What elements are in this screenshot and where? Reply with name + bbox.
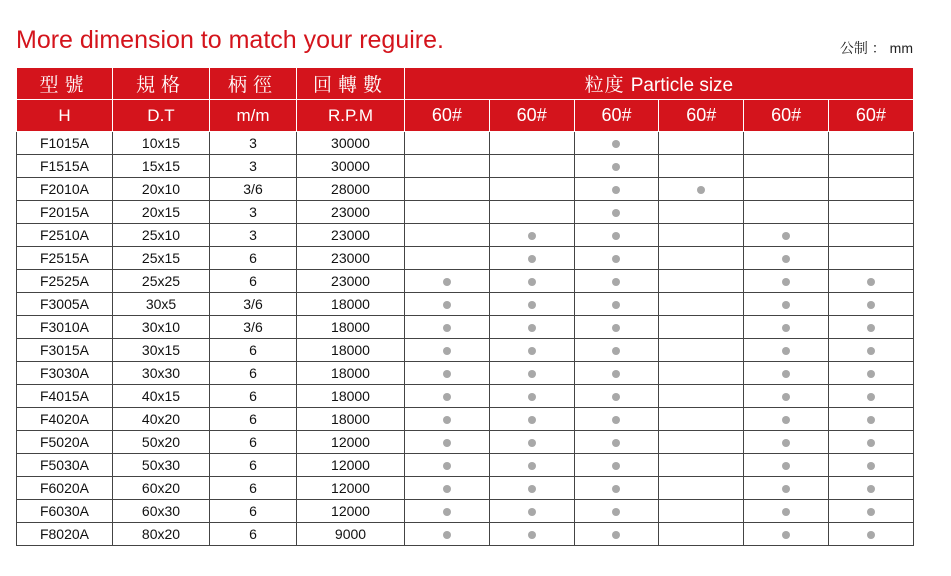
spec-cell: 30x10: [113, 316, 210, 339]
particle-cell: [405, 408, 490, 431]
table-row: [17, 270, 914, 293]
particle-cell: [405, 270, 490, 293]
availability-dot-icon: [528, 347, 536, 355]
availability-dot-icon: [528, 439, 536, 447]
particle-cell: [489, 132, 574, 155]
particle-cell: [489, 224, 574, 247]
particle-cell: [659, 270, 744, 293]
model-cell: F3015A: [17, 339, 113, 362]
shank-cell: 3: [210, 155, 297, 178]
particle-cell: [405, 339, 490, 362]
shank-cell: 6: [210, 362, 297, 385]
particle-cell: [828, 270, 913, 293]
particle-cell: [744, 201, 829, 224]
particle-cell: [574, 316, 659, 339]
particle-cell: [574, 454, 659, 477]
table-row: [17, 408, 914, 431]
particle-cell: [659, 477, 744, 500]
particle-cell: [405, 224, 490, 247]
availability-dot-icon: [528, 301, 536, 309]
particle-cell: [405, 362, 490, 385]
availability-dot-icon: [443, 439, 451, 447]
rpm-cell: 28000: [297, 178, 405, 201]
particle-cell: [828, 224, 913, 247]
header-rpm-zh: 回轉數: [297, 68, 405, 100]
availability-dot-icon: [782, 232, 790, 240]
header-spec-zh: 規格: [113, 68, 210, 100]
particle-cell: [405, 477, 490, 500]
particle-cell: [659, 523, 744, 546]
particle-cell: [405, 385, 490, 408]
shank-cell: 3: [210, 201, 297, 224]
spec-cell: 40x15: [113, 385, 210, 408]
spec-cell: 50x30: [113, 454, 210, 477]
spec-cell: 25x15: [113, 247, 210, 270]
particle-cell: [744, 500, 829, 523]
particle-cell: [574, 224, 659, 247]
availability-dot-icon: [867, 462, 875, 470]
availability-dot-icon: [528, 370, 536, 378]
availability-dot-icon: [612, 278, 620, 286]
header-shank-zh: 柄徑: [210, 68, 297, 100]
particle-cell: [405, 247, 490, 270]
availability-dot-icon: [612, 439, 620, 447]
availability-dot-icon: [612, 255, 620, 263]
shank-cell: 6: [210, 385, 297, 408]
particle-cell: [574, 431, 659, 454]
availability-dot-icon: [782, 439, 790, 447]
header-particle-zh: 粒度: [584, 75, 625, 96]
particle-cell: [659, 155, 744, 178]
availability-dot-icon: [782, 301, 790, 309]
particle-cell: [574, 293, 659, 316]
availability-dot-icon: [867, 439, 875, 447]
availability-dot-icon: [443, 324, 451, 332]
particle-cell: [489, 339, 574, 362]
availability-dot-icon: [443, 347, 451, 355]
particle-cell: [405, 132, 490, 155]
particle-cell: [489, 523, 574, 546]
availability-dot-icon: [612, 209, 620, 217]
spec-cell: 10x15: [113, 132, 210, 155]
header-spec-en: D.T: [113, 100, 210, 132]
particle-cell: [574, 408, 659, 431]
shank-cell: 6: [210, 454, 297, 477]
particle-cell: [659, 454, 744, 477]
table-row: [17, 316, 914, 339]
availability-dot-icon: [782, 370, 790, 378]
particle-cell: [659, 362, 744, 385]
table-row: [17, 132, 914, 155]
rpm-cell: 12000: [297, 431, 405, 454]
shank-cell: 3/6: [210, 293, 297, 316]
particle-cell: [744, 523, 829, 546]
availability-dot-icon: [782, 393, 790, 401]
table-row: [17, 431, 914, 454]
particle-cell: [744, 155, 829, 178]
table-row: [17, 477, 914, 500]
availability-dot-icon: [867, 347, 875, 355]
header-particle-size: [405, 68, 914, 100]
particle-cell: [744, 270, 829, 293]
availability-dot-icon: [528, 462, 536, 470]
particle-cell: [574, 362, 659, 385]
availability-dot-icon: [612, 324, 620, 332]
availability-dot-icon: [612, 531, 620, 539]
availability-dot-icon: [867, 370, 875, 378]
particle-cell: [744, 362, 829, 385]
availability-dot-icon: [528, 324, 536, 332]
rpm-cell: 18000: [297, 385, 405, 408]
shank-cell: 3/6: [210, 178, 297, 201]
particle-cell: [744, 247, 829, 270]
model-cell: F6030A: [17, 500, 113, 523]
availability-dot-icon: [782, 531, 790, 539]
particle-cell: [405, 178, 490, 201]
shank-cell: 6: [210, 477, 297, 500]
particle-cell: [574, 178, 659, 201]
particle-cell: [828, 523, 913, 546]
availability-dot-icon: [867, 485, 875, 493]
shank-cell: 6: [210, 523, 297, 546]
rpm-cell: 23000: [297, 224, 405, 247]
shank-cell: 3/6: [210, 316, 297, 339]
model-cell: F4015A: [17, 385, 113, 408]
particle-cell: [744, 477, 829, 500]
spec-cell: 60x20: [113, 477, 210, 500]
availability-dot-icon: [782, 416, 790, 424]
shank-cell: 3: [210, 132, 297, 155]
rpm-cell: 18000: [297, 408, 405, 431]
particle-cell: [489, 201, 574, 224]
particle-cell: [574, 201, 659, 224]
shank-cell: 6: [210, 247, 297, 270]
particle-cell: [574, 523, 659, 546]
header-size-5: 60#: [744, 100, 829, 132]
particle-cell: [659, 408, 744, 431]
particle-cell: [489, 431, 574, 454]
header-rpm-en: R.P.M: [297, 100, 405, 132]
spec-cell: 15x15: [113, 155, 210, 178]
availability-dot-icon: [782, 278, 790, 286]
availability-dot-icon: [612, 301, 620, 309]
particle-cell: [828, 477, 913, 500]
shank-cell: 6: [210, 339, 297, 362]
header-model-zh: 型號: [17, 68, 113, 100]
particle-cell: [744, 178, 829, 201]
header-size-1: 60#: [405, 100, 490, 132]
availability-dot-icon: [443, 462, 451, 470]
model-cell: F1515A: [17, 155, 113, 178]
model-cell: F2515A: [17, 247, 113, 270]
availability-dot-icon: [528, 278, 536, 286]
header-row-en: [17, 100, 914, 132]
availability-dot-icon: [443, 370, 451, 378]
availability-dot-icon: [612, 347, 620, 355]
table-row: [17, 247, 914, 270]
availability-dot-icon: [443, 301, 451, 309]
availability-dot-icon: [612, 393, 620, 401]
particle-cell: [489, 362, 574, 385]
particle-cell: [828, 431, 913, 454]
particle-cell: [828, 247, 913, 270]
particle-cell: [574, 339, 659, 362]
particle-cell: [828, 201, 913, 224]
availability-dot-icon: [867, 508, 875, 516]
availability-dot-icon: [528, 232, 536, 240]
header-row-zh: [17, 68, 914, 100]
availability-dot-icon: [612, 508, 620, 516]
shank-cell: 6: [210, 431, 297, 454]
header-size-4: 60#: [659, 100, 744, 132]
availability-dot-icon: [612, 163, 620, 171]
table-row: [17, 339, 914, 362]
particle-cell: [659, 247, 744, 270]
particle-cell: [828, 293, 913, 316]
header-particle-en: Particle size: [630, 75, 734, 96]
availability-dot-icon: [867, 278, 875, 286]
particle-cell: [489, 500, 574, 523]
particle-cell: [828, 178, 913, 201]
particle-cell: [489, 247, 574, 270]
table-row: [17, 523, 914, 546]
availability-dot-icon: [697, 186, 705, 194]
model-cell: F6020A: [17, 477, 113, 500]
model-cell: F3005A: [17, 293, 113, 316]
rpm-cell: 18000: [297, 316, 405, 339]
particle-cell: [574, 247, 659, 270]
particle-cell: [489, 270, 574, 293]
availability-dot-icon: [443, 393, 451, 401]
particle-cell: [574, 500, 659, 523]
header-model-en: H: [17, 100, 113, 132]
model-cell: F4020A: [17, 408, 113, 431]
particle-cell: [828, 362, 913, 385]
shank-cell: 6: [210, 500, 297, 523]
availability-dot-icon: [867, 301, 875, 309]
particle-cell: [405, 201, 490, 224]
availability-dot-icon: [528, 508, 536, 516]
availability-dot-icon: [782, 324, 790, 332]
particle-cell: [574, 132, 659, 155]
particle-cell: [405, 155, 490, 178]
availability-dot-icon: [782, 485, 790, 493]
particle-cell: [828, 155, 913, 178]
particle-cell: [405, 293, 490, 316]
particle-cell: [744, 408, 829, 431]
rpm-cell: 30000: [297, 132, 405, 155]
table-row: [17, 293, 914, 316]
rpm-cell: 18000: [297, 339, 405, 362]
particle-cell: [659, 201, 744, 224]
particle-cell: [405, 454, 490, 477]
particle-cell: [744, 431, 829, 454]
particle-cell: [828, 339, 913, 362]
particle-cell: [744, 132, 829, 155]
availability-dot-icon: [612, 186, 620, 194]
availability-dot-icon: [528, 416, 536, 424]
shank-cell: 6: [210, 408, 297, 431]
availability-dot-icon: [612, 140, 620, 148]
particle-cell: [489, 408, 574, 431]
particle-cell: [828, 316, 913, 339]
availability-dot-icon: [528, 393, 536, 401]
particle-cell: [744, 454, 829, 477]
model-cell: F5030A: [17, 454, 113, 477]
model-cell: F3010A: [17, 316, 113, 339]
availability-dot-icon: [867, 324, 875, 332]
particle-cell: [489, 155, 574, 178]
particle-cell: [574, 385, 659, 408]
table-row: [17, 454, 914, 477]
model-cell: F8020A: [17, 523, 113, 546]
availability-dot-icon: [782, 347, 790, 355]
rpm-cell: 23000: [297, 270, 405, 293]
availability-dot-icon: [528, 255, 536, 263]
header-size-6: 60#: [828, 100, 913, 132]
particle-cell: [659, 293, 744, 316]
shank-cell: 6: [210, 270, 297, 293]
availability-dot-icon: [443, 531, 451, 539]
availability-dot-icon: [867, 416, 875, 424]
particle-cell: [405, 431, 490, 454]
particle-cell: [828, 408, 913, 431]
rpm-cell: 23000: [297, 201, 405, 224]
particle-cell: [744, 385, 829, 408]
table-row: [17, 155, 914, 178]
particle-cell: [659, 431, 744, 454]
availability-dot-icon: [782, 255, 790, 263]
particle-cell: [828, 132, 913, 155]
particle-cell: [489, 454, 574, 477]
particle-cell: [659, 385, 744, 408]
particle-cell: [828, 454, 913, 477]
availability-dot-icon: [612, 462, 620, 470]
particle-cell: [659, 339, 744, 362]
header-size-2: 60#: [489, 100, 574, 132]
particle-cell: [744, 293, 829, 316]
particle-cell: [489, 316, 574, 339]
model-cell: F2510A: [17, 224, 113, 247]
table-row: [17, 500, 914, 523]
availability-dot-icon: [612, 232, 620, 240]
availability-dot-icon: [443, 508, 451, 516]
availability-dot-icon: [612, 485, 620, 493]
availability-dot-icon: [867, 531, 875, 539]
spec-cell: 80x20: [113, 523, 210, 546]
table-body: [17, 132, 914, 546]
particle-cell: [405, 316, 490, 339]
availability-dot-icon: [528, 531, 536, 539]
particle-cell: [828, 500, 913, 523]
model-cell: F3030A: [17, 362, 113, 385]
rpm-cell: 18000: [297, 362, 405, 385]
particle-cell: [489, 477, 574, 500]
table-row: [17, 178, 914, 201]
availability-dot-icon: [612, 416, 620, 424]
table-row: [17, 385, 914, 408]
availability-dot-icon: [443, 485, 451, 493]
particle-cell: [489, 385, 574, 408]
rpm-cell: 12000: [297, 477, 405, 500]
page-title: More dimension to match your reguire.: [16, 26, 444, 54]
model-cell: F2010A: [17, 178, 113, 201]
rpm-cell: 30000: [297, 155, 405, 178]
particle-cell: [828, 385, 913, 408]
particle-cell: [659, 224, 744, 247]
particle-cell: [405, 523, 490, 546]
availability-dot-icon: [528, 485, 536, 493]
table-row: [17, 362, 914, 385]
availability-dot-icon: [443, 416, 451, 424]
particle-cell: [405, 500, 490, 523]
model-cell: F2015A: [17, 201, 113, 224]
particle-cell: [489, 178, 574, 201]
particle-cell: [659, 178, 744, 201]
availability-dot-icon: [612, 370, 620, 378]
availability-dot-icon: [867, 393, 875, 401]
unit-label: 公制 ： mm: [839, 40, 913, 56]
table-row: [17, 201, 914, 224]
spec-cell: 20x10: [113, 178, 210, 201]
spec-cell: 40x20: [113, 408, 210, 431]
rpm-cell: 23000: [297, 247, 405, 270]
table-row: [17, 224, 914, 247]
spec-table: [16, 67, 914, 546]
particle-cell: [574, 155, 659, 178]
availability-dot-icon: [782, 462, 790, 470]
spec-cell: 30x15: [113, 339, 210, 362]
particle-cell: [489, 293, 574, 316]
rpm-cell: 12000: [297, 500, 405, 523]
particle-cell: [574, 270, 659, 293]
particle-cell: [659, 500, 744, 523]
spec-cell: 30x5: [113, 293, 210, 316]
model-cell: F5020A: [17, 431, 113, 454]
rpm-cell: 18000: [297, 293, 405, 316]
rpm-cell: 9000: [297, 523, 405, 546]
header-shank-en: m/m: [210, 100, 297, 132]
availability-dot-icon: [443, 278, 451, 286]
particle-cell: [744, 339, 829, 362]
model-cell: F1015A: [17, 132, 113, 155]
particle-cell: [744, 224, 829, 247]
spec-cell: 20x15: [113, 201, 210, 224]
particle-cell: [659, 316, 744, 339]
model-cell: F2525A: [17, 270, 113, 293]
particle-cell: [659, 132, 744, 155]
spec-cell: 30x30: [113, 362, 210, 385]
spec-cell: 25x10: [113, 224, 210, 247]
rpm-cell: 12000: [297, 454, 405, 477]
shank-cell: 3: [210, 224, 297, 247]
spec-cell: 60x30: [113, 500, 210, 523]
particle-cell: [744, 316, 829, 339]
spec-cell: 25x25: [113, 270, 210, 293]
particle-cell: [574, 477, 659, 500]
spec-cell: 50x20: [113, 431, 210, 454]
header-size-3: 60#: [574, 100, 659, 132]
availability-dot-icon: [782, 508, 790, 516]
